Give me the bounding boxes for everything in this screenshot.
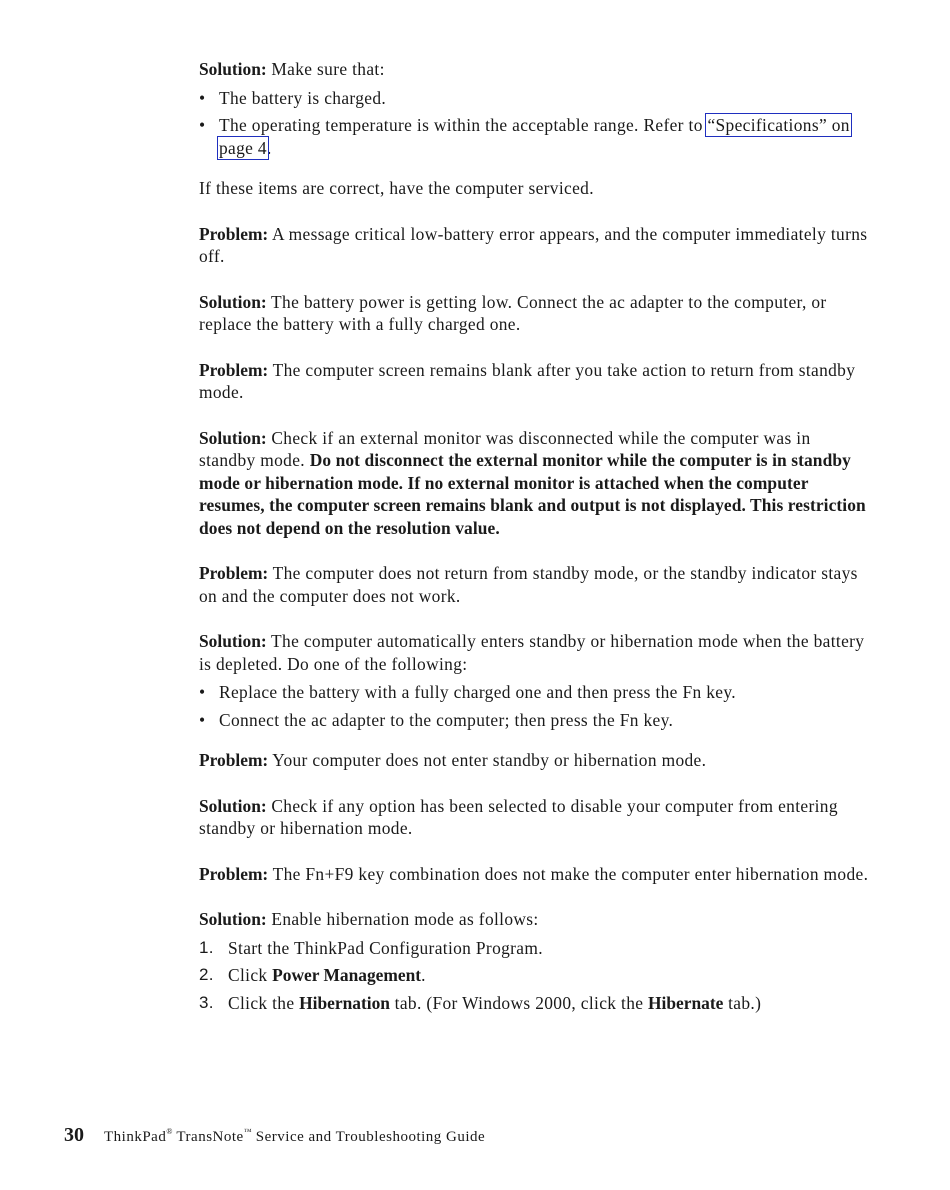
steps-list	[199, 937, 871, 1015]
bullet-marker: •	[199, 115, 206, 135]
solution-label: Solution:	[199, 291, 267, 312]
solution-text: Check if any option has been selected to disable your computer from entering standby or hibernation mode.	[199, 795, 838, 838]
solution-paragraph	[199, 630, 871, 675]
problem-label: Problem:	[199, 563, 269, 583]
step-emphasis: Hibernate	[648, 992, 724, 1013]
list-item-text: Replace the battery with a fully charged one and then press the Fn key.	[219, 682, 736, 702]
solution-label: Solution:	[199, 631, 267, 651]
bullet-marker: •	[199, 87, 206, 108]
step-item	[199, 992, 871, 1015]
followup-paragraph: If these items are correct, have the computer serviced.	[199, 178, 594, 198]
step-text-end: .	[421, 965, 426, 985]
registered-mark: ®	[166, 1127, 173, 1136]
list-item-end: .	[266, 137, 272, 158]
problem-label: Problem:	[199, 750, 269, 770]
problem-paragraph	[199, 749, 871, 772]
solution-label: Solution:	[199, 59, 267, 79]
solution-paragraph	[199, 908, 871, 931]
problem-text: Your computer does not enter standby or hibernation mode.	[272, 750, 707, 770]
trademark-mark: ™	[243, 1127, 252, 1136]
solution-text: The battery power is getting low. Connect the ac adapter to the computer, or replace the battery with a fully charged one.	[199, 291, 827, 334]
solution-text: Make sure that:	[271, 59, 385, 79]
solution-paragraph	[199, 427, 871, 540]
document-body	[199, 58, 871, 1019]
problem-paragraph	[199, 359, 871, 404]
guide-title	[104, 1129, 485, 1145]
solution-label: Solution:	[199, 427, 267, 448]
guide-title-part: TransNote	[176, 1129, 244, 1145]
list-item	[199, 709, 871, 732]
problem-text: The computer does not return from standby mode, or the standby indicator stays on and the computer does not work.	[199, 563, 858, 606]
solution-warning: Do not disconnect the external monitor while the computer is in standby mode or hibernation mode. If no external monitor is attached when the computer resumes, the computer screen remains blank and output is not displayed. This restriction does not depend on the resolution value.	[199, 450, 866, 538]
step-text-mid: tab. (For Windows 2000, click the	[394, 992, 644, 1013]
solution-text: The computer automatically enters standby or hibernation mode when the battery is depleted. Do one of the following:	[199, 631, 865, 674]
list-item-text: The battery is charged.	[219, 87, 387, 108]
page-footer	[64, 1124, 764, 1147]
problem-paragraph	[199, 863, 871, 886]
problem-label: Problem:	[199, 863, 269, 884]
page-number: 30	[64, 1124, 84, 1146]
problem-paragraph	[199, 223, 871, 268]
guide-title-part: ThinkPad	[104, 1129, 167, 1145]
list-item	[199, 114, 871, 159]
problem-text: The computer screen remains blank after you take action to return from standby mode.	[199, 359, 856, 402]
step-number: 1.	[199, 937, 214, 957]
step-emphasis: Power Management	[272, 965, 422, 985]
step-item	[199, 964, 871, 987]
problem-paragraph	[199, 562, 871, 607]
step-number: 3.	[199, 992, 214, 1012]
solution-text: Check if an external monitor was disconnected while the computer was in standby mode.	[199, 427, 811, 470]
list-item	[199, 87, 871, 110]
solution-label: Solution:	[199, 795, 267, 816]
bullet-marker: •	[199, 709, 206, 730]
list-item-text: The operating temperature is within the acceptable range. Refer to	[219, 115, 703, 135]
problem-text: A message critical low-battery error appears, and the computer immediately turns off.	[199, 223, 868, 266]
step-item	[199, 937, 871, 960]
problem-label: Problem:	[199, 223, 269, 244]
solution-label: Solution:	[199, 909, 267, 929]
solution-paragraph	[199, 795, 871, 840]
guide-title-part: Service and Troubleshooting Guide	[255, 1129, 486, 1145]
specifications-link[interactable]: “Specifications” on page 4	[219, 115, 850, 158]
list-item	[199, 681, 871, 704]
solution-paragraph	[199, 58, 871, 81]
bullet-list	[199, 87, 871, 160]
list-item-text: Connect the ac adapter to the computer; then press the Fn key.	[219, 709, 674, 730]
problem-label: Problem:	[199, 359, 269, 380]
solution-text: Enable hibernation mode as follows:	[271, 909, 539, 929]
step-text: Click the	[228, 992, 295, 1013]
step-text-end: tab.)	[728, 992, 762, 1013]
bullet-marker: •	[199, 682, 206, 702]
step-number: 2.	[199, 965, 214, 984]
solution-paragraph	[199, 291, 871, 336]
bullet-list	[199, 681, 871, 731]
problem-text: The Fn+F9 key combination does not make the computer enter hibernation mode.	[272, 863, 869, 884]
step-text: Start the ThinkPad Configuration Program.	[228, 937, 543, 958]
step-emphasis: Hibernation	[299, 992, 390, 1013]
step-text: Click	[228, 965, 268, 985]
